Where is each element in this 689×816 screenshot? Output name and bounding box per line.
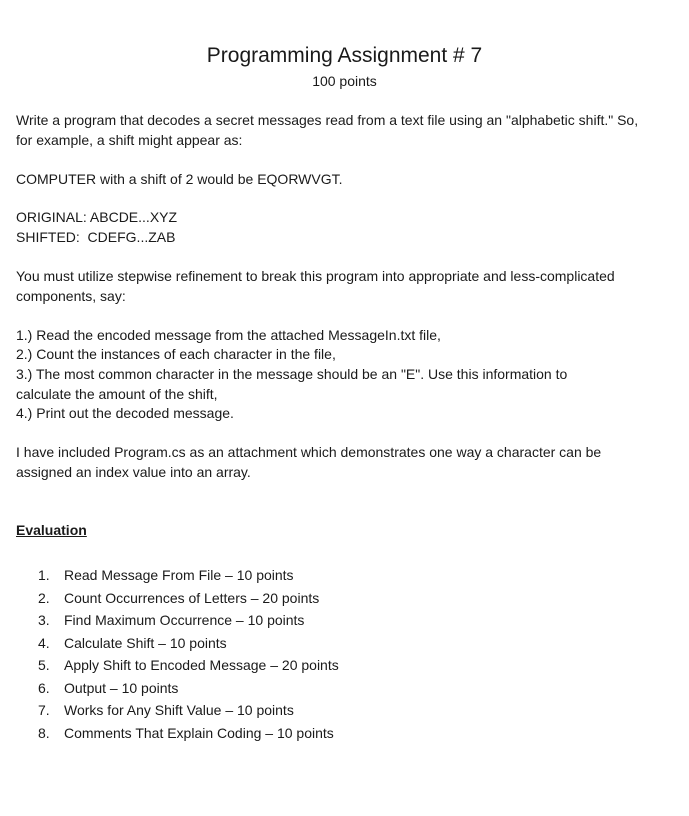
intro-paragraph: Write a program that decodes a secret messages read from a text file using an "alphabetic shift." So, for example, a shift might appear as:	[16, 112, 639, 148]
evaluation-list	[38, 565, 339, 745]
list-item: 4. Calculate Shift – 10 points	[38, 634, 227, 651]
step-2: 2.) Count the instances of each character in the file,	[16, 346, 336, 362]
list-item: 7. Works for Any Shift Value – 10 points	[38, 702, 294, 718]
evaluation-heading: Evaluation	[16, 522, 87, 538]
example-line: COMPUTER with a shift of 2 would be EQORWVGT.	[16, 171, 343, 187]
shifted-line: SHIFTED: CDEFG...ZAB	[16, 229, 176, 245]
original-line: ORIGINAL: ABCDE...XYZ	[16, 209, 178, 225]
step-1: 1.) Read the encoded message from the attached MessageIn.txt file,	[16, 327, 441, 343]
points-subtitle: 100 points	[312, 73, 377, 89]
list-item: 6. Output – 10 points	[38, 679, 179, 696]
list-item: 2. Count Occurrences of Letters – 20 points	[38, 589, 320, 606]
step-3: 3.) The most common character in the message should be an "E". Use this information to calculate the amount of the shift,	[16, 366, 568, 402]
list-item: 3. Find Maximum Occurrence – 10 points	[38, 612, 305, 628]
step-4: 4.) Print out the decoded message.	[16, 405, 234, 421]
page-title: Programming Assignment # 7	[206, 44, 483, 67]
list-item: 5. Apply Shift to Encoded Message – 20 points	[38, 657, 339, 673]
included-paragraph: I have included Program.cs as an attachment which demonstrates one way a character can be assigned an index value into an array.	[16, 444, 602, 480]
refinement-paragraph: You must utilize stepwise refinement to break this program into appropriate and less-complicated components, say:	[16, 268, 615, 304]
list-item: 1. Read Message From File – 10 points	[38, 567, 294, 583]
list-item: 8. Comments That Explain Coding – 10 points	[38, 724, 334, 741]
